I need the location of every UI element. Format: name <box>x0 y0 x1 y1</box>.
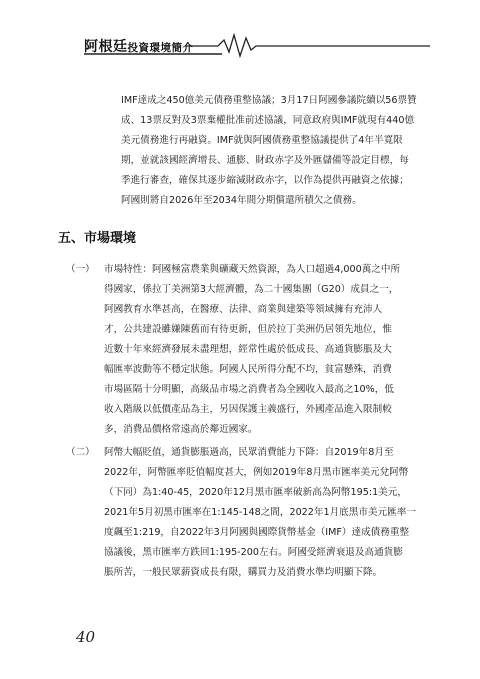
intro-line: 成、13票反對及3票棄權批准前述協議，同意政府與IMF就現有440億 <box>121 115 415 126</box>
header-decoration <box>0 0 480 60</box>
item-line: 協議後，黑市匯率方跌回1:195-200左右。阿國受經濟衰退及高通貨膨 <box>104 547 403 558</box>
item-line: 多，消費品價格常遠高於鄰近國家。 <box>104 424 258 435</box>
item-line: 2022年，阿幣匯率貶值幅度甚大，例如2019年8月黑市匯率美元兌阿幣 <box>104 467 409 478</box>
section-heading: 五、市場環境 <box>58 231 137 246</box>
item-line: 2021年5月初黑市匯率在1:145-148之間，2022年1月底黑市美元匯率一 <box>104 507 416 518</box>
header-title <box>84 36 194 56</box>
item-line: 幅匯率波動等不穩定狀態。阿國人民所得分配不均，貧富懸殊，消費 <box>104 364 392 375</box>
item-marker: （一） <box>66 264 95 275</box>
page-number: 40 <box>76 628 96 646</box>
item-body <box>104 443 416 583</box>
item-line: （下同）為1:40-45，2020年12月黑市匯率破新高為阿幣195:1美元， <box>104 487 407 498</box>
item-body <box>104 260 400 440</box>
intro-paragraph <box>121 91 417 211</box>
item-line: 阿國教育水準甚高，在醫療、法律、商業與建築等領域擁有充沛人 <box>104 304 383 315</box>
header-title-sub: 投資環境簡介 <box>127 42 194 54</box>
item-line: 阿幣大幅貶值，通貨膨脹過高，民眾消費能力下降：自2019年8月至 <box>104 447 394 458</box>
item-marker: （二） <box>66 447 95 458</box>
intro-line: 季進行審查，確保其逐步縮減財政赤字，以作為提供再融資之依據； <box>121 175 409 186</box>
intro-line: 期，並就該國經濟增長、通膨、財政赤字及外匯儲備等設定目標，每 <box>121 155 409 166</box>
item-line: 近數十年來經濟發展未盡理想，經常性處於低成長、高通貨膨脹及大 <box>104 344 392 355</box>
page-header <box>0 0 480 60</box>
item-line: 得國家，係拉丁美洲第3大經濟體，為二十國集團（G20）成員之一， <box>104 284 399 295</box>
item-line: 市場特性：阿國極富農業與礦藏天然資源，為人口超過4,000萬之中所 <box>104 264 401 275</box>
item-line: 脹所苦，一般民眾薪資成長有限，購買力及消費水準均明顯下降。 <box>104 567 383 578</box>
header-title-main: 阿根廷 <box>84 39 128 55</box>
intro-line: 阿國則將自2026年至2034年間分期償還所積欠之債務。 <box>121 195 362 206</box>
item-line: 度飆至1:219，自2022年3月阿國與國際貨幣基金（IMF）達成債務重整 <box>104 527 410 538</box>
item-line: 才，公共建設雖嫌陳舊而有待更新，但於拉丁美洲仍居領先地位，惟 <box>104 324 392 335</box>
intro-line: IMF達成之450億美元債務重整協議；3月17日阿國參議院續以56票贊 <box>121 95 417 106</box>
item-line: 收入階級以低價產品為主，另因保護主義盛行，外國產品進入限制較 <box>104 404 392 415</box>
item-line: 市場區隔十分明顯，高級品市場之消費者為全國收入最高之10%，低 <box>104 384 394 395</box>
intro-line: 美元債務進行再融資。IMF就與阿國債務重整協議提供了4年半寬限 <box>121 135 403 146</box>
